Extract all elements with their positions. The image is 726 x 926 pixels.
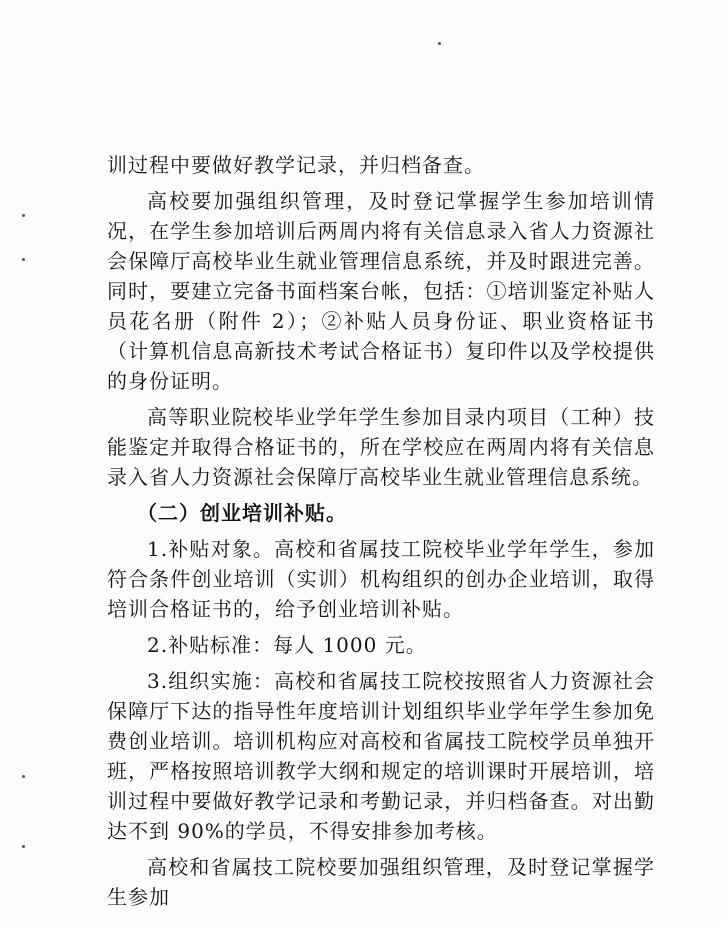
- paragraph-continuation: 训过程中要做好教学记录，并归档备查。: [107, 153, 485, 177]
- paragraph-management: 高校要加强组织管理，及时登记掌握学生参加培训情况，在学生参加培训后两周内将有关信息录入省人力资源社会保障厅高校毕业生就业管理信息系统，并及时跟进完善。同时，要建立完备书面档案台帐，包括：①培训鉴定补贴人员花名册（附件 2）；②补贴人员身份证、职业资格证书（计算机信息高新技术考试合格证书）复印件以及学校提供的身份证明。: [107, 189, 655, 393]
- scan-dot: [22, 258, 25, 261]
- paragraph-subsidy-target: 1.补贴对象。高校和省属技工院校毕业学年学生，参加符合条件创业培训（实训）机构组织的创办企业培训，取得培训合格证书的，给予创业培训补贴。: [107, 537, 655, 621]
- scan-dot: [22, 845, 25, 848]
- paragraph-vocational: 高等职业院校毕业学年学生参加目录内项目（工种）技能鉴定并取得合格证书的，所在学校应在两周内将有关信息录入省人力资源社会保障厅高校毕业生就业管理信息系统。: [107, 405, 655, 489]
- paragraph-organization: 3.组织实施：高校和省属技工院校按照省人力资源社会保障厅下达的指导性年度培训计划组织毕业学年学生参加免费创业培训。培训机构应对高校和省属技工院校学员单独开班，严格按照培训教学大纲和规定的培训课时开展培训，培训过程中要做好教学记录和考勤记录，并归档备查。对出勤达不到 90%的学员，不得安排参加考核。: [107, 669, 655, 843]
- paragraph-final: 高校和省属技工院校要加强组织管理，及时登记掌握学生参加: [107, 855, 655, 909]
- scan-dot: [438, 42, 441, 45]
- paragraph-subsidy-standard: 2.补贴标准：每人 1000 元。: [147, 633, 427, 657]
- scan-dot: [22, 214, 25, 217]
- document-body: [107, 150, 655, 918]
- section-heading: （二）创业培训补贴。: [137, 501, 347, 525]
- scan-dot: [22, 775, 25, 778]
